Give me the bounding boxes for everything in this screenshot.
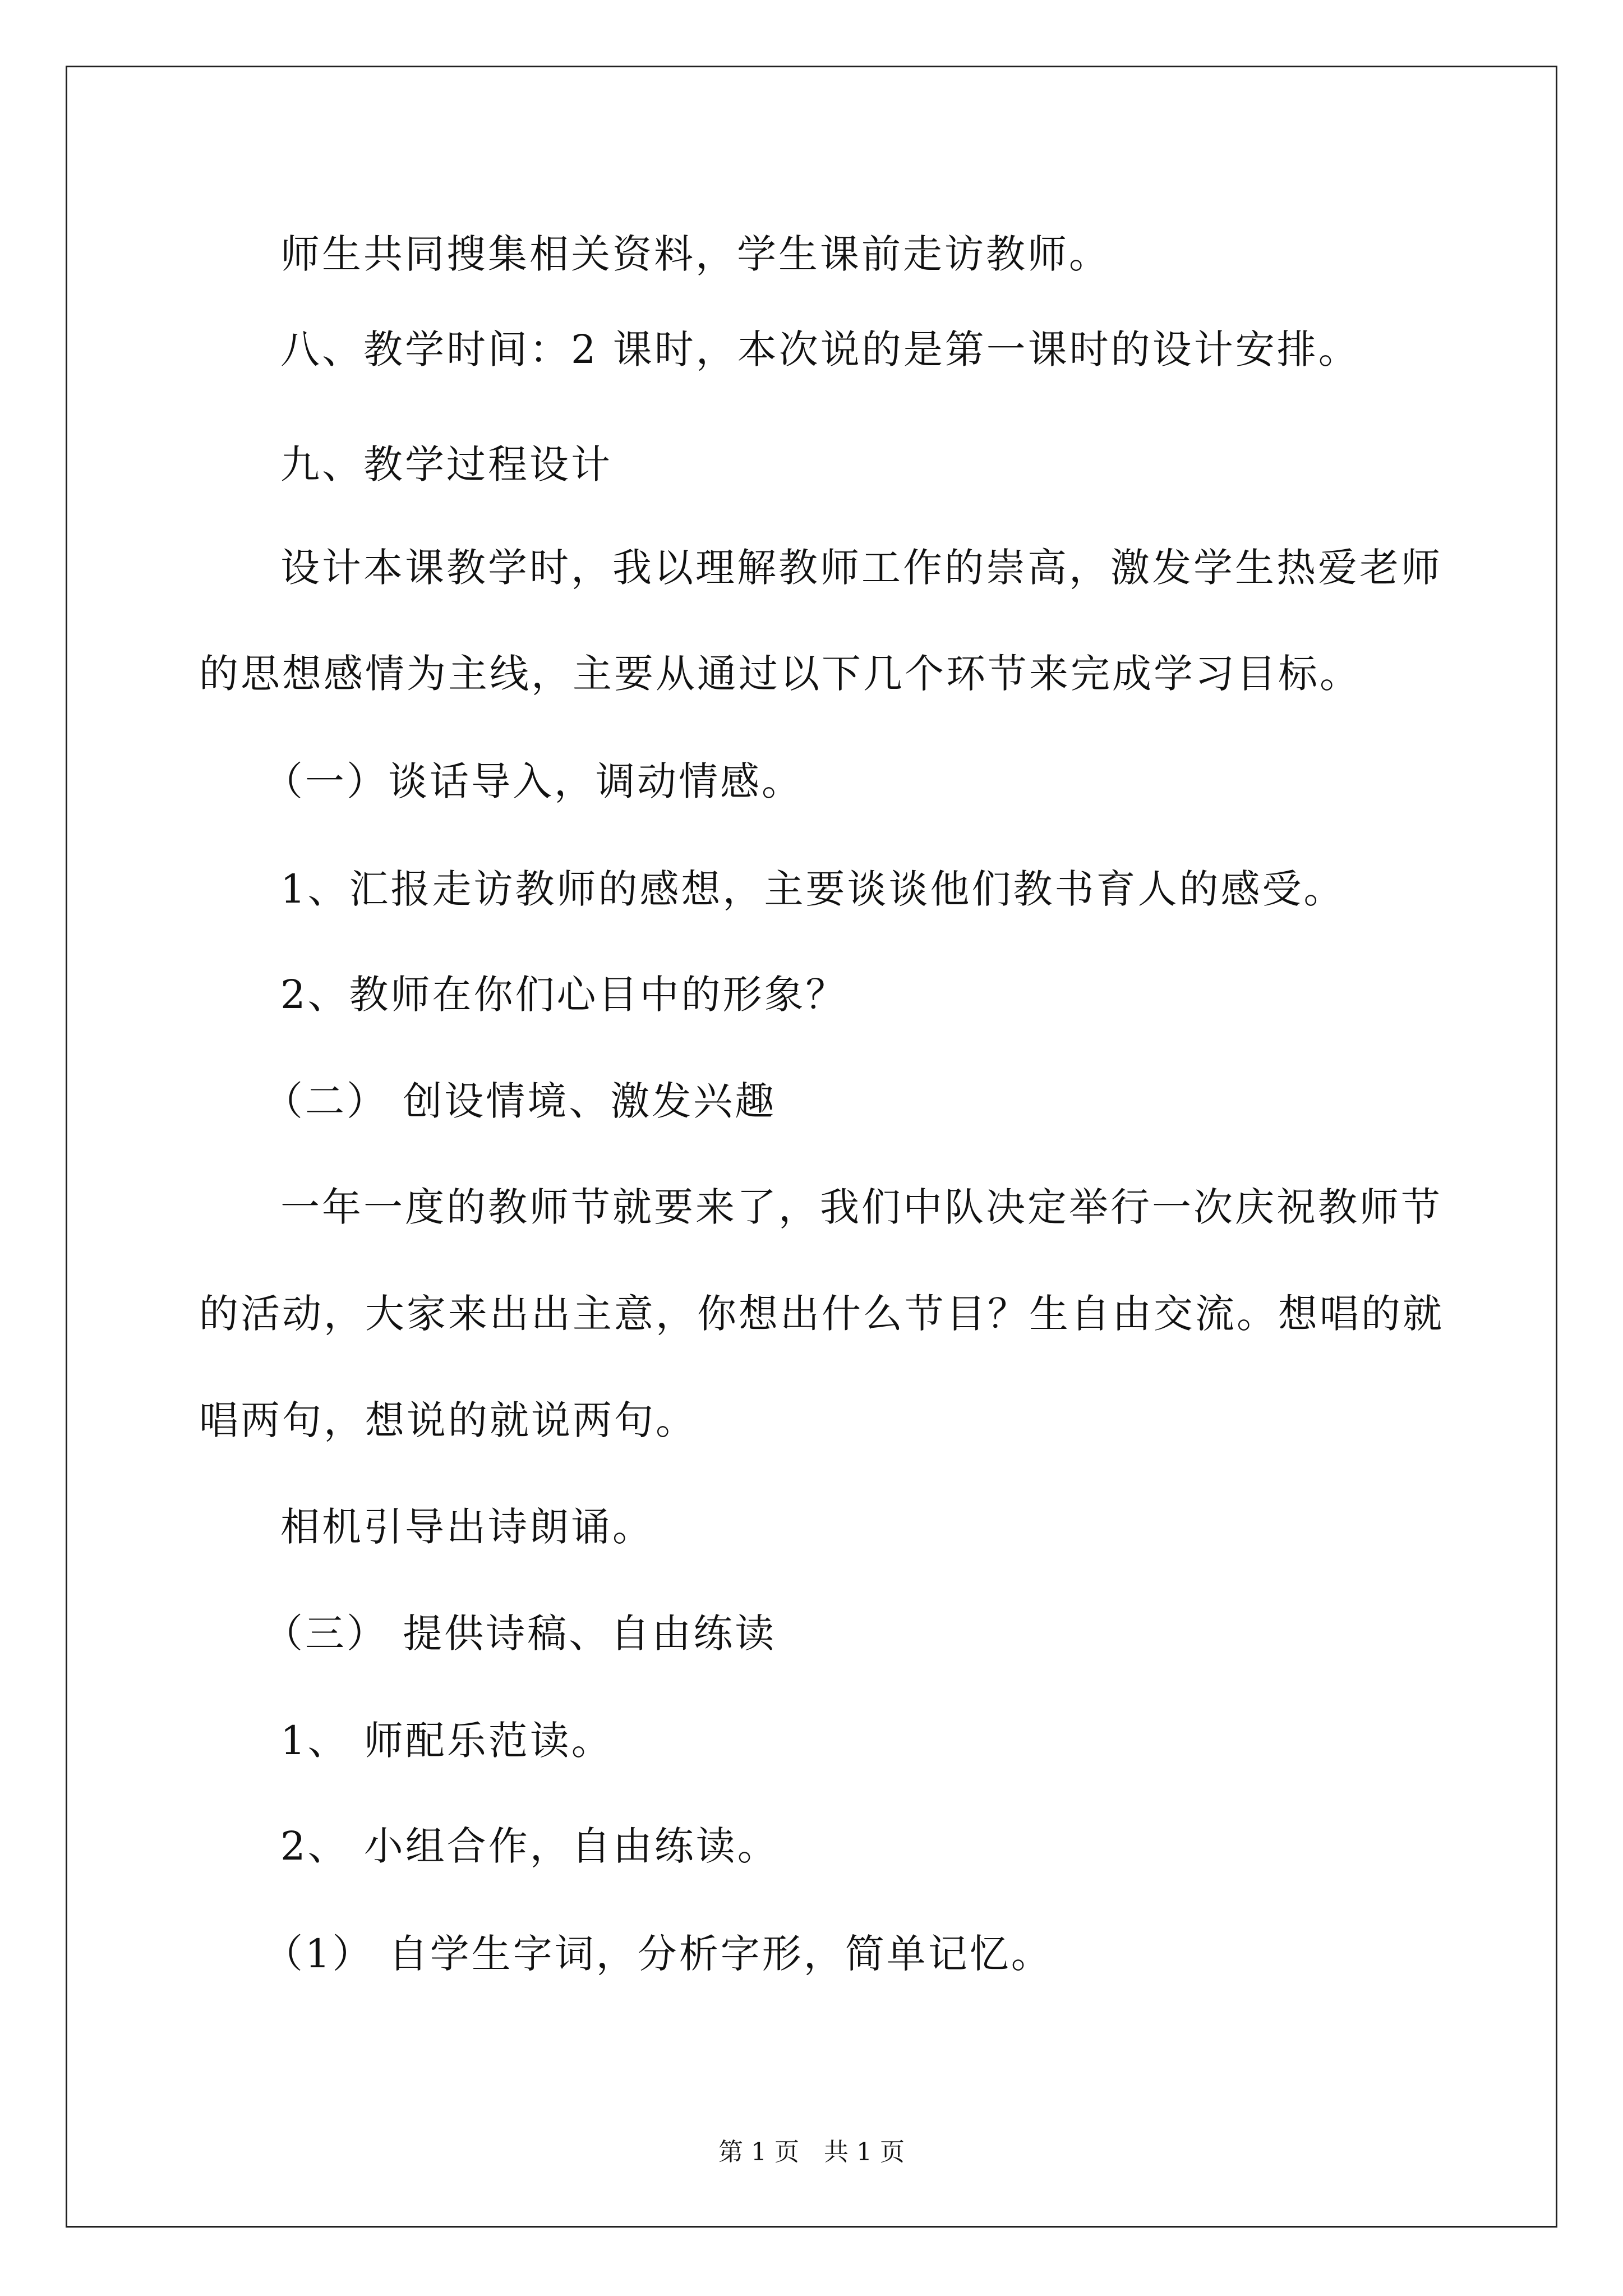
page-number-footer: 第 1 页 共 1 页 (718, 2138, 905, 2166)
subsection-heading-1: （一）谈话导入，调动情感。 (264, 758, 803, 804)
text-line-17: （1） 自学生字词，分析字形，简单记忆。 (264, 1931, 1053, 1977)
text-line-1: 师生共同搜集相关资料，学生课前走访教师。 (280, 231, 1110, 277)
text-line-13: 相机引导出诗朗诵。 (280, 1504, 654, 1550)
text-line-4: 设计本课教学时，我以理解教师工作的崇高，激发学生热爱老师 (280, 545, 1442, 591)
text-line-5: 的思想感情为主线，主要从通过以下几个环节来完成学习目标。 (199, 651, 1361, 697)
subsection-heading-3: （三） 提供诗稿、自由练读 (264, 1611, 777, 1657)
text-line-16: 2、 小组合作，自由练读。 (280, 1823, 779, 1869)
subsection-heading-2: （二） 创设情境、激发兴趣 (264, 1078, 777, 1124)
text-line-8: 2、教师在你们心目中的形象？ (280, 972, 847, 1018)
page-border (66, 66, 1557, 2228)
text-line-10: 一年一度的教师节就要来了，我们中队决定举行一次庆祝教师节 (280, 1184, 1442, 1230)
text-line-15: 1、 师配乐范读。 (280, 1718, 613, 1764)
section-heading-9: 九、教学过程设计 (280, 441, 612, 487)
text-line-12: 唱两句，想说的就说两句。 (199, 1397, 697, 1443)
text-line-2: 八、教学时间：2 课时，本次说的是第一课时的设计安排。 (280, 326, 1360, 372)
text-line-11: 的活动，大家来出出主意，你想出什么节目？生自由交流。想唱的就 (199, 1291, 1444, 1337)
text-line-7: 1、汇报走访教师的感想，主要谈谈他们教书育人的感受。 (280, 866, 1345, 912)
